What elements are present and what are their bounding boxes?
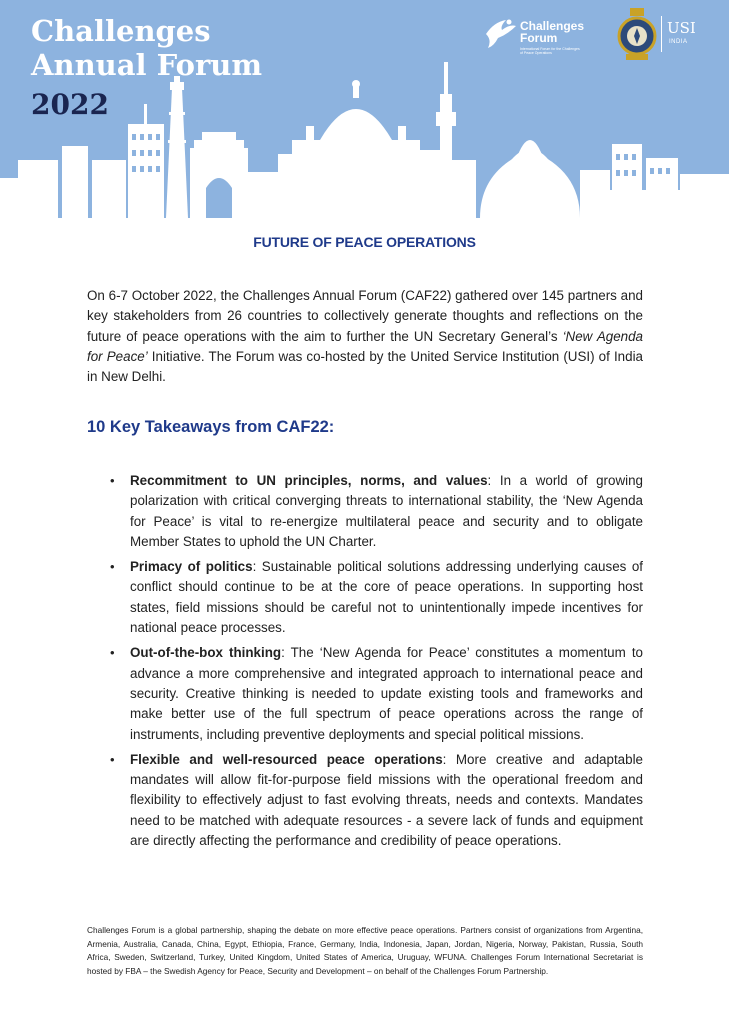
cf-logo-name bbox=[520, 20, 584, 44]
document-title: FUTURE OF PEACE OPERATIONS bbox=[253, 234, 476, 250]
bullet-icon: • bbox=[110, 751, 115, 767]
challenges-forum-logo bbox=[484, 12, 604, 62]
footer-note: Challenges Forum is a global partnership, shaping the debate on more effective peace operations. Partners consist of organizations from Argentina, Armenia, Australia, Canada, China, Egypt, Ethiopia, France, Germany, India, Indonesia, Japan, Jordan, Nigeria, Norway, Pakistan, Russia, South Africa, Sweden, Switzerland, Turkey, United Kingdom, United States of America, Uruguay, WFUNA. Challenges Forum International Secretariat is hosted by FBA – the Swedish Agency for Peace, Security and Development – on behalf of the Challenges Forum Partnership. bbox=[87, 925, 643, 977]
forum-year: 2022 bbox=[31, 88, 109, 121]
intro-text-part2: Initiative. The Forum was co-hosted by the United Service Institution (USI) of India in New Delhi. bbox=[87, 348, 643, 385]
takeaways-list bbox=[110, 471, 643, 856]
takeaway-text: : In a world of growing polarization with critical converging threats to international stability, the ‘New Agenda for Peace’ is vital to re-energize multilateral peace and security and to obligate Member States to uphold the UN Charter. bbox=[130, 473, 643, 549]
intro-text-part1: On 6-7 October 2022, the Challenges Annual Forum (CAF22) gathered over 145 partners and key stakeholders from 26 countries to collectively generate thoughts and reflections on the future of peace operations with the aim to further the UN Secretary General’s bbox=[87, 288, 643, 344]
forum-title bbox=[31, 14, 262, 82]
takeaway-label: Primacy of politics bbox=[130, 559, 253, 575]
forum-title-line1: Challenges bbox=[31, 14, 211, 48]
usi-crest-icon bbox=[616, 6, 658, 62]
takeaway-item bbox=[110, 471, 643, 552]
forum-title-line2: Annual Forum bbox=[31, 48, 263, 82]
takeaways-heading: 10 Key Takeaways from CAF22: bbox=[87, 418, 335, 436]
cf-logo-tagline: International Forum for the Challenges of Peace Operations bbox=[520, 47, 580, 55]
cf-logo-name-line1: Challenges bbox=[520, 19, 585, 33]
bullet-icon: • bbox=[110, 559, 115, 575]
usi-logo-subtitle: INDIA bbox=[669, 39, 688, 45]
bullet-icon: • bbox=[110, 473, 115, 488]
takeaway-label: Recommitment to UN principles, norms, and values bbox=[130, 473, 488, 488]
dove-icon bbox=[484, 16, 518, 50]
takeaway-text: : Sustainable political solutions addressing underlying causes of conflict should continue to be at the core of peace operations. In supporting host states, field missions should be careful not to unintentionally impede incentives for national peace processes. bbox=[130, 559, 643, 636]
takeaway-item bbox=[110, 750, 643, 851]
header-banner bbox=[0, 0, 729, 218]
usi-india-logo bbox=[616, 6, 706, 64]
takeaway-item bbox=[110, 643, 643, 744]
takeaway-label: Out-of-the-box thinking bbox=[130, 645, 282, 661]
takeaway-text: : More creative and adaptable mandates will allow fit-for-purpose field missions with the operational freedom and flexibility to effectively adjust to fast evolving threats, needs and contexts. Mandates need to be matched with adequate resources - a severe lack of funds and equipment are directly affecting the performance and credibility of peace operations. bbox=[130, 751, 643, 849]
usi-logo-name: USI bbox=[667, 19, 696, 37]
takeaway-label: Flexible and well-resourced peace operations bbox=[130, 751, 443, 767]
cf-logo-name-line2: Forum bbox=[520, 31, 558, 45]
bullet-icon: • bbox=[110, 645, 115, 661]
takeaway-item bbox=[110, 557, 643, 638]
usi-logo-divider bbox=[661, 16, 662, 52]
intro-italic-title: ‘New Agenda for Peace’ bbox=[87, 328, 643, 364]
takeaway-text: : The ‘New Agenda for Peace’ constitutes a momentum to advance a more comprehensive and integrated approach to international peace and security. Creative thinking is needed to update existing tools and frameworks and make better use of the full spectrum of peace operations across the range of instruments, including preventive deployments and special political missions. bbox=[130, 645, 644, 742]
intro-paragraph bbox=[87, 286, 643, 387]
